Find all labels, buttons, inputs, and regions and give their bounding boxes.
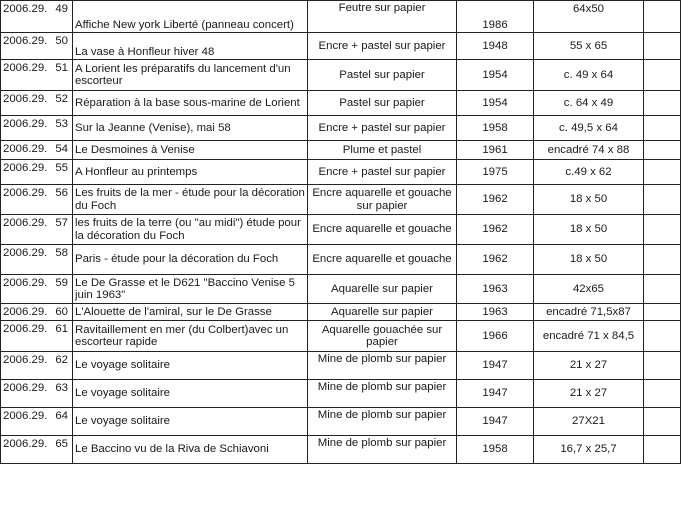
title-cell: Le Desmoines à Venise: [73, 141, 308, 160]
dimensions-cell: 27X21: [534, 408, 644, 436]
year-cell: 1963: [457, 304, 534, 321]
table-row: [1, 141, 681, 160]
title-cell: A Lorient les préparatifs du lancement d'un escorteur: [73, 60, 308, 91]
inventory-prefix: 2006.29.: [3, 118, 48, 130]
title-cell: Le Baccino vu de la Riva de Schiavoni: [73, 436, 308, 464]
inventory-number-cell: [1, 141, 73, 160]
technique-cell: Mine de plomb sur papier: [308, 408, 457, 436]
technique-cell: Encre + pastel sur papier: [308, 33, 457, 60]
technique-cell: Encre aquarelle et gouache: [308, 215, 457, 245]
empty-cell: [644, 215, 681, 245]
table-row: [1, 408, 681, 436]
title-cell: les fruits de la terre (ou "au midi") étude pour la décoration du Foch: [73, 215, 308, 245]
inventory-item-number: 49: [55, 3, 68, 15]
table-row: [1, 321, 681, 352]
year-cell: 1947: [457, 352, 534, 380]
dimensions-cell: encadré 71 x 84,5: [534, 321, 644, 352]
inventory-prefix: 2006.29.: [3, 247, 48, 259]
empty-cell: [644, 321, 681, 352]
year-cell: 1966: [457, 321, 534, 352]
dimensions-cell: 18 x 50: [534, 185, 644, 215]
dimensions-cell: 21 x 27: [534, 380, 644, 408]
inventory-item-number: 59: [55, 277, 68, 289]
year-cell: 1961: [457, 141, 534, 160]
inventory-prefix: 2006.29.: [3, 217, 48, 229]
empty-cell: [644, 408, 681, 436]
empty-cell: [644, 116, 681, 141]
inventory-prefix: 2006.29.: [3, 277, 48, 289]
technique-cell: Encre + pastel sur papier: [308, 160, 457, 185]
title-cell: Affiche New york Liberté (panneau concert): [73, 1, 308, 33]
inventory-item-number: 57: [55, 217, 68, 229]
dimensions-cell: 16,7 x 25,7: [534, 436, 644, 464]
empty-cell: [644, 91, 681, 116]
title-cell: A Honfleur au printemps: [73, 160, 308, 185]
title-cell: Ravitaillement en mer (du Colbert)avec un escorteur rapide: [73, 321, 308, 352]
inventory-prefix: 2006.29.: [3, 410, 48, 422]
table-row: [1, 185, 681, 215]
table-row: [1, 215, 681, 245]
inventory-item-number: 50: [55, 35, 68, 47]
title-cell: Sur la Jeanne (Venise), mai 58: [73, 116, 308, 141]
table-row: [1, 116, 681, 141]
inventory-number-cell: [1, 91, 73, 116]
empty-cell: [644, 245, 681, 275]
empty-cell: [644, 436, 681, 464]
inventory-item-number: 51: [55, 62, 68, 74]
technique-cell: Plume et pastel: [308, 141, 457, 160]
inventory-prefix: 2006.29.: [3, 382, 48, 394]
title-cell: Le voyage solitaire: [73, 380, 308, 408]
title-cell: Le voyage solitaire: [73, 408, 308, 436]
empty-cell: [644, 33, 681, 60]
inventory-item-number: 60: [55, 306, 68, 318]
dimensions-cell: c.49 x 62: [534, 160, 644, 185]
dimensions-cell: 42x65: [534, 275, 644, 304]
inventory-prefix: 2006.29.: [3, 354, 48, 366]
table-row: [1, 33, 681, 60]
table-row: [1, 275, 681, 304]
inventory-item-number: 61: [55, 323, 68, 335]
inventory-number-cell: [1, 185, 73, 215]
inventory-item-number: 65: [55, 438, 68, 450]
dimensions-cell: encadré 74 x 88: [534, 141, 644, 160]
inventory-prefix: 2006.29.: [3, 62, 48, 74]
inventory-number-cell: [1, 321, 73, 352]
inventory-item-number: 58: [55, 247, 68, 259]
year-cell: 1962: [457, 215, 534, 245]
technique-cell: Mine de plomb sur papier: [308, 380, 457, 408]
technique-cell: Encre aquarelle et gouache sur papier: [308, 185, 457, 215]
inventory-number-cell: [1, 408, 73, 436]
inventory-number-cell: [1, 352, 73, 380]
title-cell: Réparation à la base sous-marine de Lorient: [73, 91, 308, 116]
year-cell: 1975: [457, 160, 534, 185]
inventory-number-cell: [1, 275, 73, 304]
year-cell: 1948: [457, 33, 534, 60]
technique-cell: Feutre sur papier: [308, 1, 457, 33]
dimensions-cell: 18 x 50: [534, 245, 644, 275]
technique-cell: Aquarelle gouachée sur papier: [308, 321, 457, 352]
inventory-number-cell: [1, 215, 73, 245]
year-cell: 1986: [457, 1, 534, 33]
year-cell: 1947: [457, 408, 534, 436]
dimensions-cell: c. 64 x 49: [534, 91, 644, 116]
inventory-number-cell: [1, 380, 73, 408]
year-cell: 1962: [457, 245, 534, 275]
technique-cell: Aquarelle sur papier: [308, 304, 457, 321]
dimensions-cell: 55 x 65: [534, 33, 644, 60]
table-row: [1, 304, 681, 321]
inventory-number-cell: [1, 116, 73, 141]
inventory-number-cell: [1, 60, 73, 91]
inventory-prefix: 2006.29.: [3, 162, 48, 174]
empty-cell: [644, 304, 681, 321]
inventory-number-cell: [1, 1, 73, 33]
empty-cell: [644, 185, 681, 215]
inventory-item-number: 56: [55, 187, 68, 199]
dimensions-cell: 18 x 50: [534, 215, 644, 245]
inventory-item-number: 64: [55, 410, 68, 422]
inventory-prefix: 2006.29.: [3, 143, 48, 155]
table-row: [1, 1, 681, 33]
title-cell: Les fruits de la mer - étude pour la décoration du Foch: [73, 185, 308, 215]
technique-cell: Pastel sur papier: [308, 91, 457, 116]
table-row: [1, 91, 681, 116]
dimensions-cell: c. 49,5 x 64: [534, 116, 644, 141]
empty-cell: [644, 380, 681, 408]
technique-cell: Aquarelle sur papier: [308, 275, 457, 304]
empty-cell: [644, 60, 681, 91]
inventory-prefix: 2006.29.: [3, 323, 48, 335]
table-row: [1, 60, 681, 91]
title-cell: Paris - étude pour la décoration du Foch: [73, 245, 308, 275]
table-row: [1, 380, 681, 408]
inventory-prefix: 2006.29.: [3, 35, 48, 47]
inventory-item-number: 62: [55, 354, 68, 366]
year-cell: 1963: [457, 275, 534, 304]
year-cell: 1962: [457, 185, 534, 215]
inventory-prefix: 2006.29.: [3, 93, 48, 105]
table-row: [1, 352, 681, 380]
dimensions-cell: encadré 71,5x87: [534, 304, 644, 321]
dimensions-cell: c. 49 x 64: [534, 60, 644, 91]
inventory-prefix: 2006.29.: [3, 187, 48, 199]
technique-cell: Pastel sur papier: [308, 60, 457, 91]
inventory-number-cell: [1, 245, 73, 275]
title-cell: La vase à Honfleur hiver 48: [73, 33, 308, 60]
title-cell: Le De Grasse et le D621 "Baccino Venise 5 juin 1963": [73, 275, 308, 304]
technique-cell: Mine de plomb sur papier: [308, 352, 457, 380]
technique-cell: Mine de plomb sur papier: [308, 436, 457, 464]
year-cell: 1958: [457, 436, 534, 464]
title-cell: L'Alouette de l'amiral, sur le De Grasse: [73, 304, 308, 321]
year-cell: 1958: [457, 116, 534, 141]
empty-cell: [644, 141, 681, 160]
dimensions-cell: 64x50: [534, 1, 644, 33]
dimensions-cell: 21 x 27: [534, 352, 644, 380]
inventory-body: [1, 1, 681, 464]
inventory-prefix: 2006.29.: [3, 438, 48, 450]
technique-cell: Encre + pastel sur papier: [308, 116, 457, 141]
inventory-number-cell: [1, 33, 73, 60]
inventory-number-cell: [1, 436, 73, 464]
year-cell: 1947: [457, 380, 534, 408]
inventory-item-number: 53: [55, 118, 68, 130]
inventory-item-number: 52: [55, 93, 68, 105]
empty-cell: [644, 352, 681, 380]
table-row: [1, 245, 681, 275]
empty-cell: [644, 1, 681, 33]
inventory-prefix: 2006.29.: [3, 306, 48, 318]
inventory-item-number: 55: [55, 162, 68, 174]
table-row: [1, 160, 681, 185]
empty-cell: [644, 160, 681, 185]
inventory-number-cell: [1, 304, 73, 321]
year-cell: 1954: [457, 60, 534, 91]
year-cell: 1954: [457, 91, 534, 116]
title-cell: Le voyage solitaire: [73, 352, 308, 380]
inventory-prefix: 2006.29.: [3, 3, 48, 15]
table-row: [1, 436, 681, 464]
inventory-item-number: 54: [55, 143, 68, 155]
technique-cell: Encre aquarelle et gouache: [308, 245, 457, 275]
inventory-number-cell: [1, 160, 73, 185]
empty-cell: [644, 275, 681, 304]
inventory-item-number: 63: [55, 382, 68, 394]
